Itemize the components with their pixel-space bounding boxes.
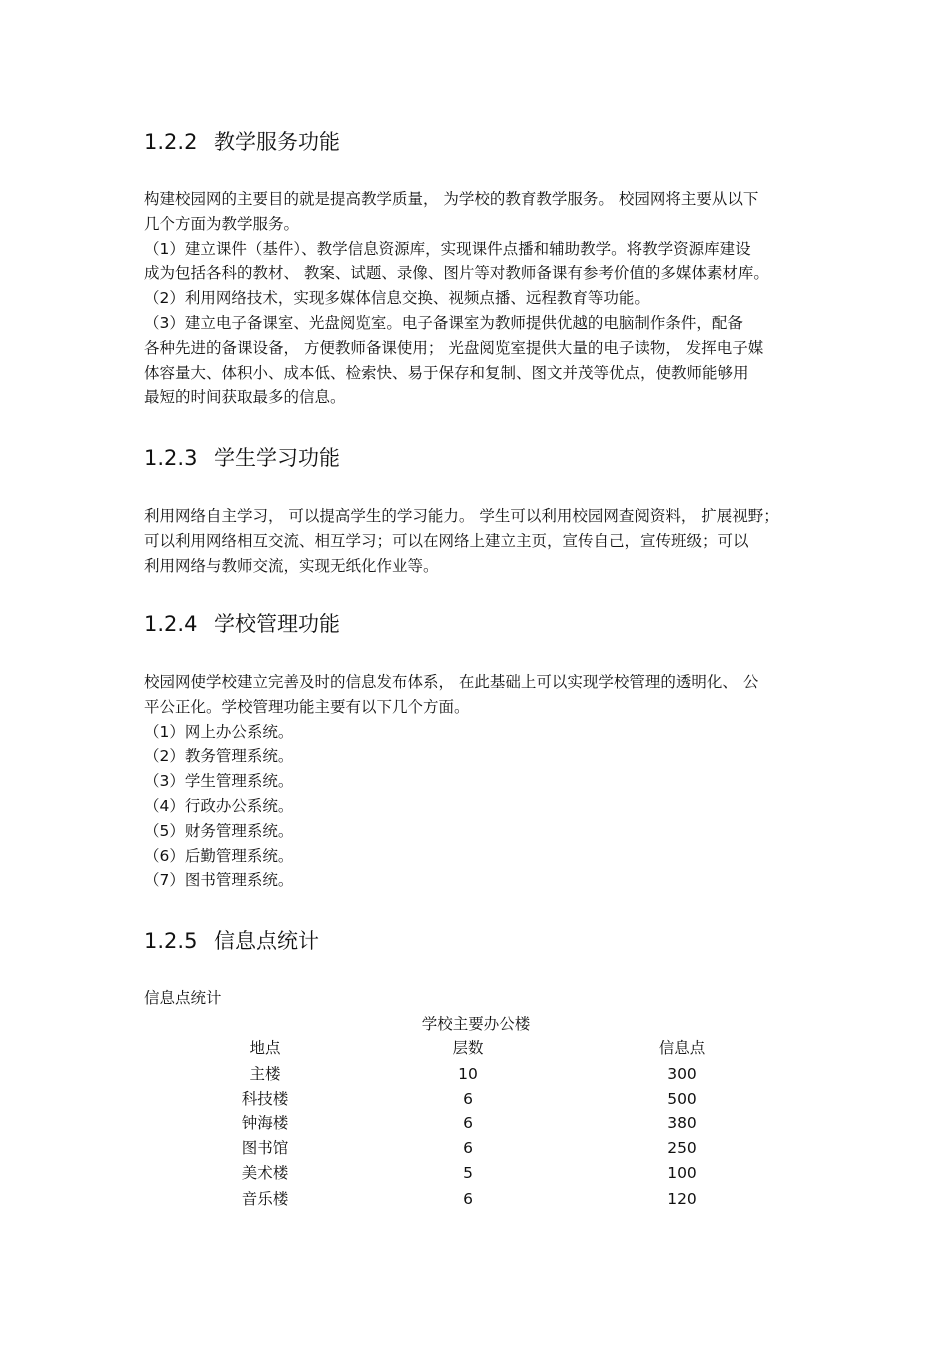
section-number: 1.2.4 xyxy=(144,612,198,636)
body-line: 最短的时间获取最多的信息。 xyxy=(144,388,346,407)
table-cell: 5 xyxy=(463,1164,473,1182)
section-number: 1.2.2 xyxy=(144,130,198,154)
table-cell: 6 xyxy=(463,1190,473,1208)
section-heading-1-2-4 xyxy=(144,610,340,638)
section-number: 1.2.5 xyxy=(144,929,198,953)
section-body-1-2-4 xyxy=(144,670,882,893)
body-line: 成为包括各科的教材、 教案、试题、录像、图片等对教师备课有参考价值的多媒体素材库。 xyxy=(144,264,769,283)
body-line: 可以利用网络相互交流、相互学习；可以在网络上建立主页，宣传自己，宣传班级；可以 xyxy=(144,531,749,550)
table-header-cell: 层数 xyxy=(452,1039,484,1057)
table-cell: 主楼 xyxy=(249,1065,281,1083)
table-header-cell: 地点 xyxy=(249,1039,281,1057)
body-line: 几个方面为教学服务。 xyxy=(144,214,300,233)
table-cell: 300 xyxy=(667,1065,697,1083)
section-title: 教学服务功能 xyxy=(214,130,340,154)
table-cell: 音乐楼 xyxy=(241,1190,289,1208)
section-title: 学生学习功能 xyxy=(214,446,340,470)
table-cell: 图书馆 xyxy=(241,1139,289,1157)
section-number: 1.2.3 xyxy=(144,446,198,470)
table-cell: 100 xyxy=(667,1164,697,1182)
table-cell: 380 xyxy=(667,1114,697,1132)
list-item: （6）后勤管理系统。 xyxy=(144,846,294,865)
section-title: 学校管理功能 xyxy=(214,612,340,636)
table-cell: 10 xyxy=(458,1065,478,1083)
section-body-1-2-2 xyxy=(144,187,882,410)
body-line: 构建校园网的主要目的就是提高教学质量， 为学校的教育教学服务。 校园网将主要从以下 xyxy=(144,190,759,208)
table-cell: 250 xyxy=(667,1139,697,1157)
body-line: 各种先进的备课设备， 方便教师备课使用； 光盘阅览室提供大量的电子读物， 发挥电子媒 xyxy=(144,338,764,357)
body-line: （3）建立电子备课室、光盘阅览室。电子备课室为教师提供优越的电脑制作条件，配备 xyxy=(144,313,743,332)
list-item: （1）网上办公系统。 xyxy=(144,722,294,741)
body-line: （2）利用网络技术，实现多媒体信息交换、视频点播、远程教育等功能。 xyxy=(144,289,650,308)
list-item: （7）图书管理系统。 xyxy=(144,871,294,890)
list-item: （4）行政办公系统。 xyxy=(144,796,294,815)
table-cell: 6 xyxy=(463,1114,473,1132)
table-cell: 500 xyxy=(667,1090,697,1108)
list-item: （2）教务管理系统。 xyxy=(144,747,294,766)
list-item: （5）财务管理系统。 xyxy=(144,821,294,840)
body-line: 利用网络与教师交流，实现无纸化作业等。 xyxy=(144,556,439,575)
body-line: 校园网使学校建立完善及时的信息发布体系， 在此基础上可以实现学校管理的透明化、 公 xyxy=(144,673,759,691)
table-cell: 钟海楼 xyxy=(241,1114,289,1132)
table-cell: 6 xyxy=(463,1139,473,1157)
section-heading-1-2-5 xyxy=(144,927,319,955)
table-label: 信息点统计 xyxy=(144,989,222,1007)
body-line: 体容量大、体积小、成本低、检索快、易于保存和复制、图文并茂等优点，使教师能够用 xyxy=(144,363,749,382)
section-body-1-2-3 xyxy=(144,504,882,578)
section-title: 信息点统计 xyxy=(214,929,319,953)
table-cell: 美术楼 xyxy=(241,1164,289,1182)
table-header-cell: 信息点 xyxy=(658,1039,706,1057)
table-caption: 学校主要办公楼 xyxy=(421,1015,531,1033)
section-heading-1-2-3 xyxy=(144,444,340,472)
section-heading-1-2-2 xyxy=(144,128,340,156)
list-item: （3）学生管理系统。 xyxy=(144,772,294,791)
table-cell: 6 xyxy=(463,1090,473,1108)
body-line: 平公正化。学校管理功能主要有以下几个方面。 xyxy=(144,697,470,716)
table-cell: 120 xyxy=(667,1190,697,1208)
body-line: 利用网络自主学习， 可以提高学生的学习能力。 学生可以利用校园网查阅资料， 扩展视野； xyxy=(144,507,779,525)
table-cell: 科技楼 xyxy=(241,1090,289,1108)
body-line: （1）建立课件（基件）、教学信息资源库，实现课件点播和辅助教学。将教学资源库建设 xyxy=(144,239,751,258)
